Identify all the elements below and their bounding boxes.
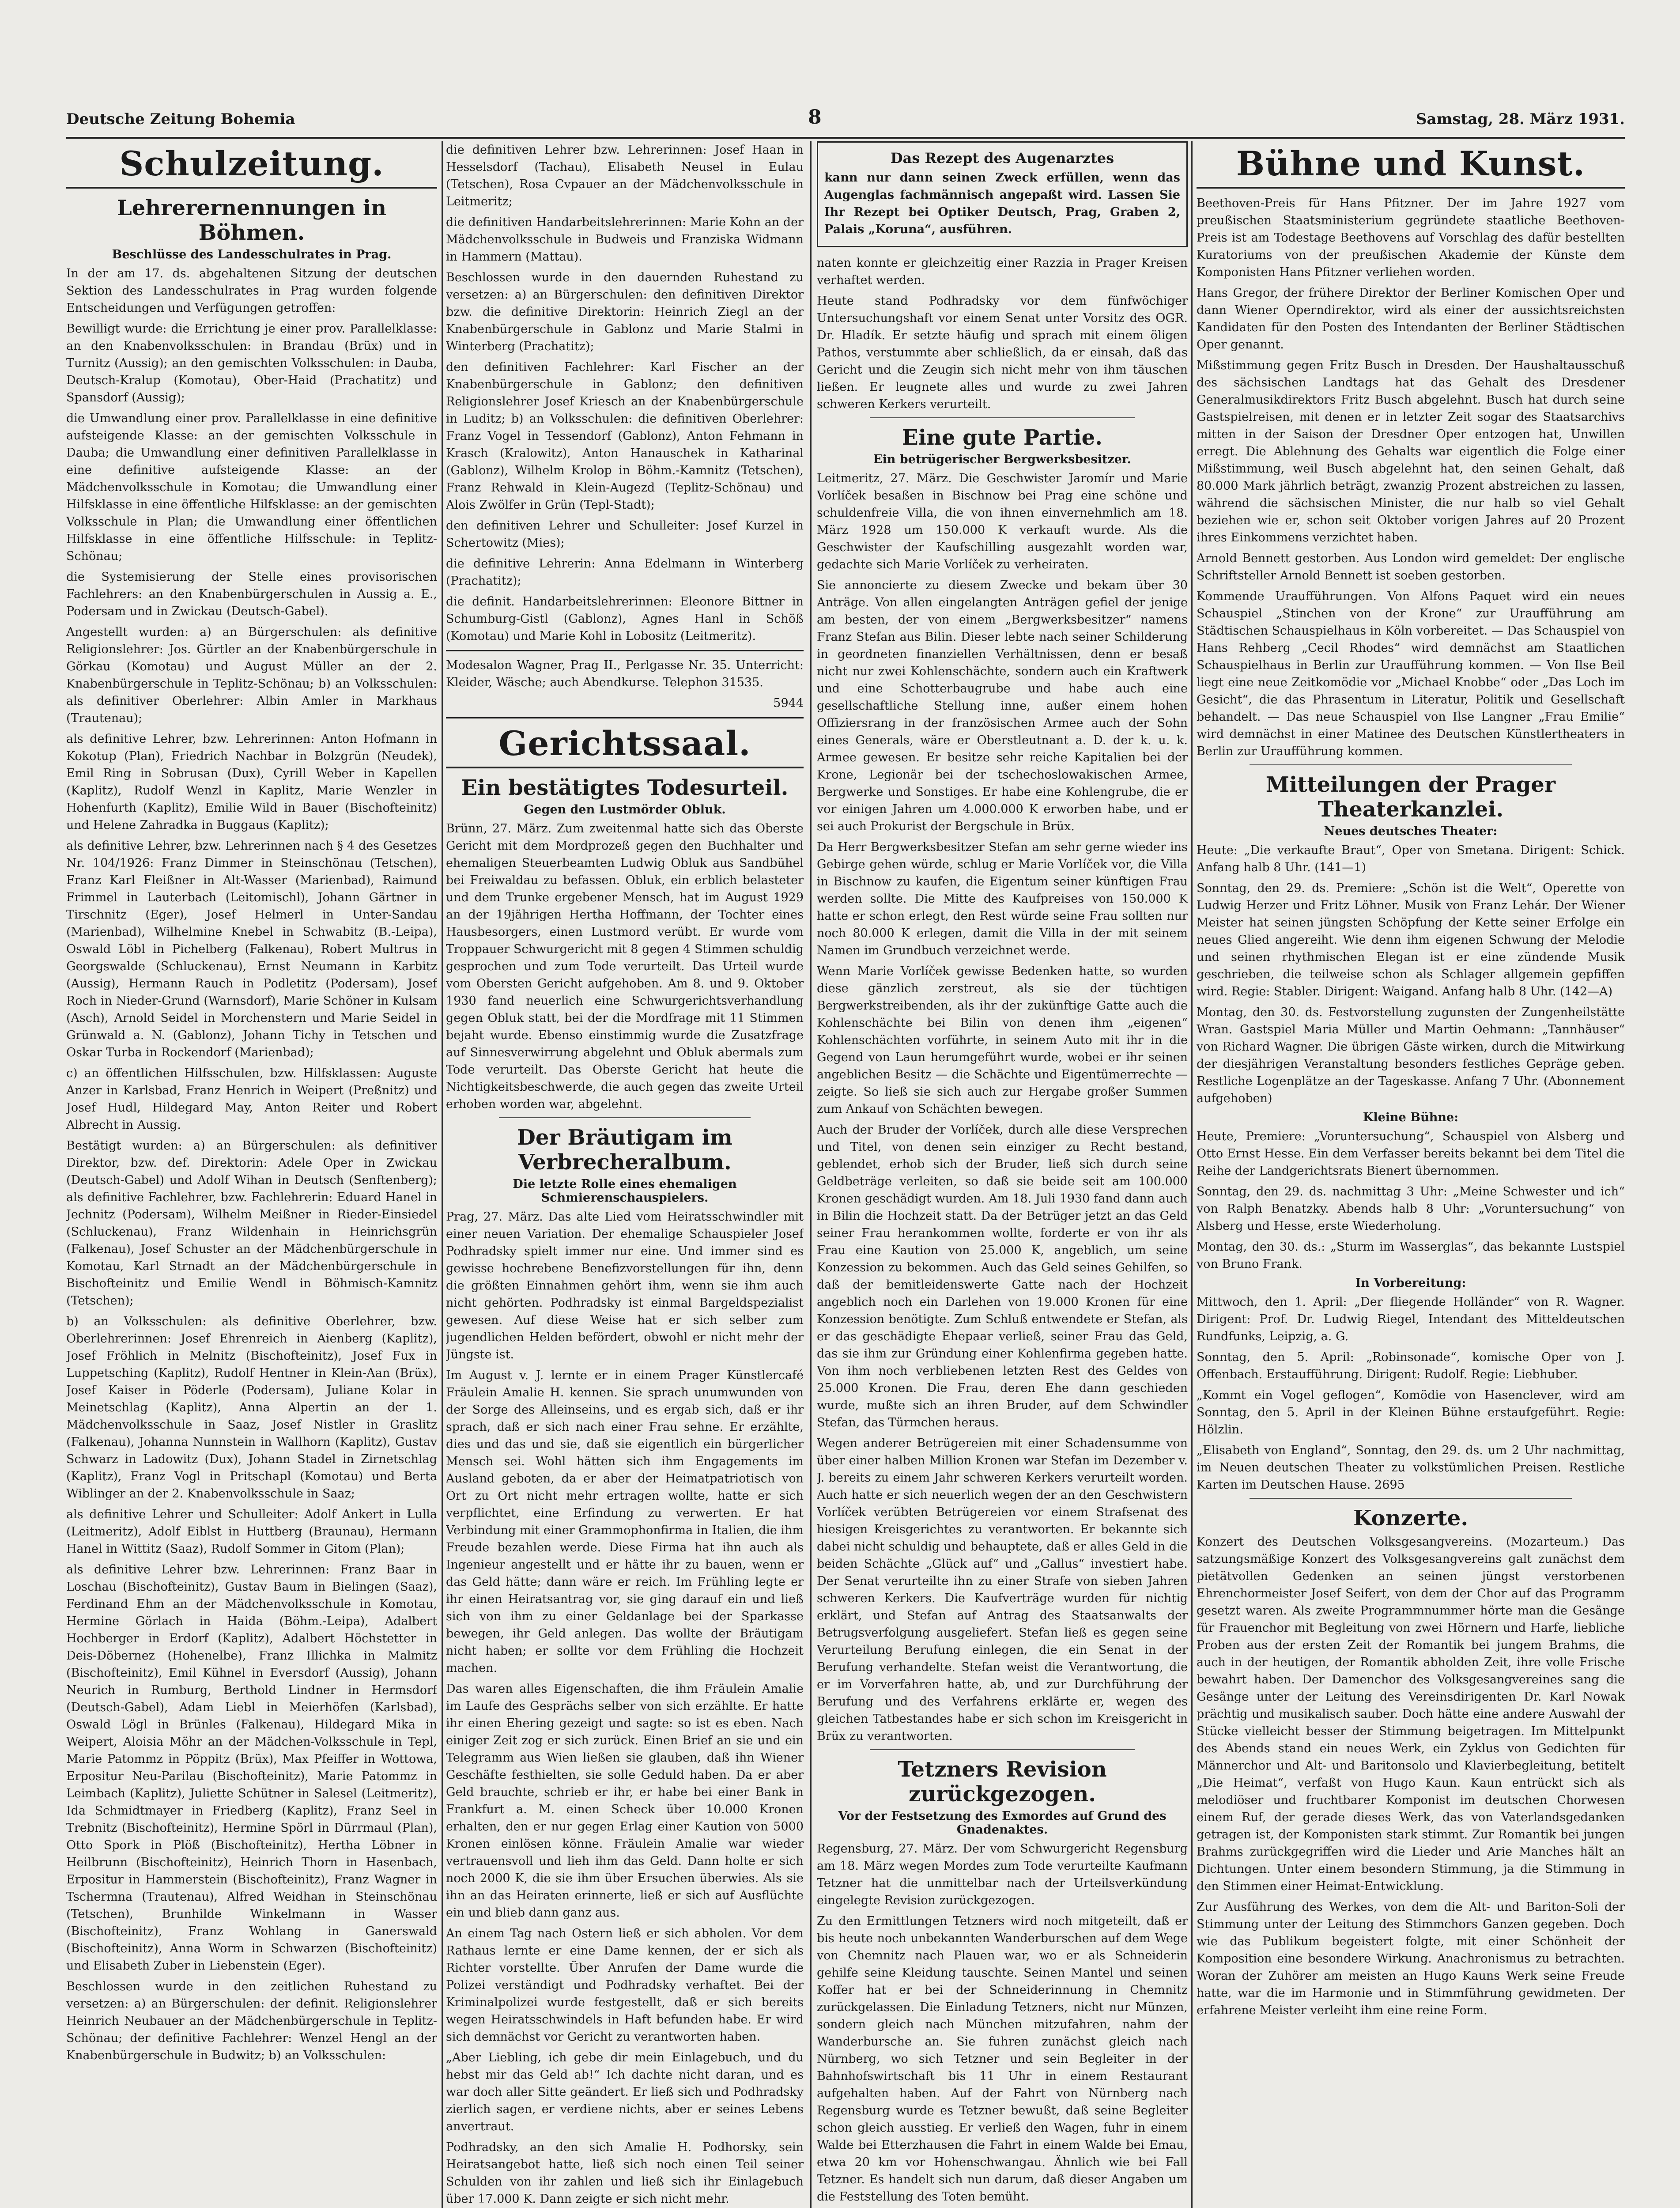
article-paragraph: die definitive Lehrerin: Anna Edelmann in Winterberg (Prachatitz); [446,557,804,588]
article-subheadline: Gegen den Lustmörder Obluk. [524,803,726,817]
article-paragraph: Leitmeritz, 27. März. Die Geschwister Jaromír und Marie Vorlíček besaßen in Bischnow bei Prag eine schöne und schuldenfreie Villa, die von ihnen einvernehmlich am 18. März 1928 um 150.000 K verkauft wurde. Als die Geschwister der Kaufschilling ausgezahlt worden war, gedachte sich Marie Vorlíček zu verheiraten. [817,472,1188,571]
article-paragraph: Wenn Marie Vorlíček gewisse Bedenken hatte, so wurden diese gänzlich zerstreut, als sie der tüchtigen Bergwerkstreibenden, als ihr der zukünftige Gatte auch die Kohlenschächte bei Bilin von denen ihm „eigenen“ Kohlenschächten vorführte, in seinem Auto mit ihr in die Gegend von Laun herumgeführt wurde, wobei er ihr seinen angeblichen Besitz — die Schächte und Eigentümerrechte — zeigte. So ließ sie sich auch zur Hergabe großer Summen zum Ankauf von Schächten bewegen. [817,964,1188,1116]
theater-listing: Montag, den 30. ds.: „Sturm im Wasserglas“, das bekannte Lustspiel von Bruno Frank. [1197,1240,1625,1271]
page-number: 8 [808,106,822,129]
article-headline: Eine gute Partie. [902,425,1102,450]
article-paragraph: den definitiven Fachlehrer: Karl Fischer an der Knabenbürgerschule in Gablonz; den definitiven Religionslehrer Josef Kriesch an der Knabenbürgerschule in Luditz; b) an Volksschulen: die definitiven Oberlehrer: Franz Vogel in Tessendorf (Gablonz), Anton Fehmann in Krasch (Kralowitz), Anton Hanauschek in Katharinal (Gablonz), Wilhelm Krolop in Böhm.-Kamnitz (Tetschen), Franz Rehwald in Klein-Augezd (Teplitz-Schönau) und Alois Zwölfer in Grün (Tepl-Stadt); [446,360,804,512]
column-divider [1191,141,1193,2208]
theater-listing: Mittwoch, den 1. April: „Der fliegende Holländer“ von R. Wagner. Dirigent: Prof. Dr. Ludwig Riegel, Intendant des Mitteldeutschen Rundfunks, Leipzig, a. G. [1197,1295,1625,1343]
article-paragraph: als definitive Lehrer und Schulleiter: Adolf Ankert in Lulla (Leitmeritz), Adolf Eiblst in Huttberg (Braunau), Hermann Hanel in Wittitz (Saaz), Rudolf Sommer in Gitom (Plan); [66,1508,437,1556]
article-headline: Der Bräutigam im Verbrecheralbum. [517,1125,732,1175]
article-paragraph: Konzert des Deutschen Volksgesangvereins. (Mozarteum.) Das satzungsmäßige Konzert des Volksgesangvereins galt zunächst dem pietätvollen Gedenken an seinen jüngst verstorbenen Ehrenchormeister Josef Seifert, von dem der Chor auf das Programm gesetzt waren. Als zweite Programmnummer hörte man die Gesänge für Frauenchor mit Begleitung von zwei Hörnern und Harfe, liebliche Proben aus der ersten Zeit der Romantik bei jungem Brahms, die auch in der heutigen, der Romantik abholden Zeit, ihre volle Frische bewahrt haben. Der Damenchor des Volksgesangvereines sang die Gesänge unter der Leitung des Vereinsdirigenten Dr. Karl Nowak prächtig und musikalisch sauber. Doch hätte eine andere Auswahl der Stücke vielleicht besser der Stimmung beigetragen. Im Mittelpunkt des Abends stand ein neues Werk, ein Zyklus von Gedichten für Männerchor und Alt- und Baritonsolo und Klavierbegleitung, betitelt „Die Heimat“, verfaßt von Hugo Kaun. Kaun entrückt sich als melodiöser und fruchtbarer Komponist im deutschen Chorwesen einem Ruf, der gerade dieses Werk, das von Vaterlandsgedanken getragen ist, der Komponisten stark stimmt. Zur Romantik bei jungen Brahms zurückgegriffen wird die Lieder und Arie Manches hält an Dichtungen. Unter einem besondern Stimmung, ja die Stimmung in den Stimmen einer Heimat-Entwicklung. [1197,1535,1625,1893]
article-paragraph: c) an öffentlichen Hilfsschulen, bzw. Hilfsklassen: Auguste Anzer in Karlsbad, Franz Henrich in Weipert (Preßnitz) und Josef Hudl, Hildegard May, Anton Reiter und Robert Albrecht in Aussig. [66,1066,437,1132]
section-title-school: Schulzeitung. [66,144,437,189]
page-header [66,106,1625,139]
masthead-title: Deutsche Zeitung Bohemia [66,110,295,128]
advertisement-text: Modesalon Wagner, Prag II., Perlgasse Nr. 35. Unterricht: Kleider, Wäsche; auch Abendkurse. Telephon 31535. [446,658,804,689]
theater-subheading: Kleine Bühne: [1363,1111,1459,1124]
section-title-stage: Bühne und Kunst. [1197,144,1625,189]
article-headline: Lehrerernennungen in Böhmen. [117,196,386,245]
article-paragraph: „Aber Liebling, ich gebe dir mein Einlagebuch, und du hebst mir das Geld ab!“ Ich dachte nicht daran, und es war doch aller Sitte geändert. Er ließ sich und Podhradsky zierlich sagen, er verdiene nichts, aber er seines Lebens anvertraut. [446,2051,804,2133]
article-paragraph: Mißstimmung gegen Fritz Busch in Dresden. Der Haushaltausschuß des sächsischen Landtags hat das Gehalt des Dresdener Generalmusikdirektors Fritz Busch abgelehnt. Busch hat durch seine Gastspielreisen, mit denen er in letzter Zeit sogar des Staatsarchivs mitten in der Saison der Dresdner Oper entzogen hat, Unwillen erregt. Die Ablehnung des Gehalts war eigentlich die Folge einer Mißstimmung, weil Busch abgelehnt hat, den seinen Gehalt, daß 80.000 Mark jährlich beträgt, zwanzig Prozent abstreichen zu lassen, während die sächsischen Minister, die nur halb so viel Gehalt beziehen wie er, schon seit Oktober vorigen Jahres auf 20 Prozent ihres Einkommens verzichtet haben. [1197,359,1625,544]
article-paragraph: als definitive Lehrer, bzw. Lehrerinnen: Anton Hofmann in Kokotup (Plan), Friedrich Nachbar in Bolzgrün (Neudek), Emil Ring in Sobrusan (Dux), Cyrill Weber in Kapellen (Kaplitz), Rudolf Wenzl in Kaplitz, Marie Wenzler in Hohenfurth (Kaplitz), Emilie Wild in Bauer (Bischofteinitz) und Helene Zahradka in Buggaus (Kaplitz); [66,732,437,832]
article-paragraph: Kommende Uraufführungen. Von Alfons Paquet wird ein neues Schauspiel „Stinchen von der Krone“ zur Uraufführung am Städtischen Schauspielhaus in Köln vorbereitet. — Das Schauspiel von Hans Rehberg „Cecil Rhodes“ wird demnächst am Staatlichen Schauspielhaus in Berlin zur Uraufführung kommen. — Von Ilse Beil liegt eine neue Zeitkomödie vor „Michael Knobbe“ oder „Das Loch im Gesicht“, die das Phrasentum in Literatur, Politik und Gesellschaft behandelt. — Das neue Schauspiel von Ilse Langner „Frau Emilie“ wird demnächst in einer Matinee des Deutschen Künstlertheaters in Berlin zur Uraufführung kommen. [1197,590,1625,758]
article-paragraph: den definitiven Lehrer und Schulleiter: Josef Kurzel in Schertowitz (Mies); [446,519,804,550]
article-paragraph: als definitive Lehrer bzw. Lehrerinnen: Franz Baar in Loschau (Bischofteinitz), Gustav Baum in Bielingen (Saaz), Ferdinand Ehm an der Mädchenvolksschule in Komotau, Hermine Görlach in Haida (Böhm.-Leipa), Adalbert Hochberger in Erdorf (Kaplitz), Adalbert Höchstetter in Deis-Döbernez (Hohenelbe), Franz Illichka in Malmitz (Bischofteinitz), Emil Kühnel in Eversdorf (Aussig), Johann Neurich in Rumburg, Berthold Lindner in Hermsdorf (Deutsch-Gabel), Adam Liebl in Meierhöfen (Karlsbad), Oswald Lögl in Brünles (Falkenau), Hildegard Mika in Weipert, Aloisia Möhr an der Mädchen-Volksschule in Tepl, Marie Patommz in Pöppitz (Brüx), Max Pfeiffer in Wottowa, Erpositur Neu-Parilau (Bischofteinitz), Marie Patommz in Leimbach (Kaplitz), Juliette Schütner in Salesel (Leitmeritz), Ida Schmidtmayer in Friedberg (Kaplitz), Franz Seel in Trebnitz (Bischofteinitz), Hermine Spörl in Dürrmaul (Plan), Otto Spork in Plöß (Bischofteinitz), Hertha Löbner in Heilbrunn (Bischofteinitz), Heinrich Thorn in Hasenbach, Erpositur in Hammerstein (Bischofteinitz), Franz Wagner in Tschermna (Trautenau), Alfred Weidhan in Steinschönau (Tetschen), Brunhilde Winkelmann in Wasser (Bischofteinitz), Franz Wohlang in Ganerswald (Bischofteinitz), Anna Worm in Schwarzen (Bischofteinitz) und Elisabeth Zuber in Liebenstein (Eger). [66,1563,437,1973]
article-subheadline: Vor der Festsetzung des Exmordes auf Grund des Gnadenaktes. [838,1809,1167,1837]
column-two [446,141,804,2208]
article-paragraph: die definit. Handarbeitslehrerinnen: Eleonore Bittner in Schumburg-Gistl (Gablonz), Agnes Hanl in Schöß (Komotau) und Marie Kohl in Lobositz (Leitmeritz). [446,595,804,643]
theater-listing: Heute: „Die verkaufte Braut“, Oper von Smetana. Dirigent: Schick. Anfang halb 8 Uhr. (141—1) [1197,843,1625,874]
article-headline: Tetzners Revision zurückgezogen. [898,1757,1107,1807]
article-paragraph: In der am 17. ds. abgehaltenen Sitzung der deutschen Sektion des Landesschulrates in Prag wurden folgende Entscheidungen und Verfügungen getroffen: [66,267,437,315]
divider [499,1117,751,1118]
ad-number: 5944 [773,696,804,710]
article-paragraph: b) an Volksschulen: als definitive Oberlehrer, bzw. Oberlehrerinnen: Josef Ehrenreich in Aienberg (Kaplitz), Josef Fröhlich in Melnitz (Bischofteinitz), Josef Fux in Luppetsching (Kaplitz), Rudolf Hentner in Klein-Aan (Brüx), Josef Kaiser in Pöderle (Podersam), Juliane Kolar in Meinetschlag (Kaplitz), Anna Alpertin an der 1. Mädchenvolksschule in Saaz, Josef Nistler in Graslitz (Falkenau), Johanna Nunnstein in Wallhorn (Kaplitz), Gustav Schwarz in Ladowitz (Dux), Johann Stadel in Zirnetschlag (Kaplitz), Franz Vogl in Pritschapl (Komotau) und Berta Wiblinger an der 2. Knabenvolksschule in Saaz; [66,1315,437,1501]
optician-advertisement [817,141,1188,247]
article-paragraph: Wegen anderer Betrügereien mit einer Schadensumme von über einer halben Million Kronen war Stefan im Dezember v. J. bereits zu einem Jahr schweren Kerkers verurteilt worden. Auch hatte er sich neuerlich wegen der an den Geschwistern Vorlíček verübten Betrügereien vor einem Strafsenat des hiesigen Kreisgerichtes zu verantworten. Er bekannte sich dabei nicht schuldig und behauptete, daß er alles Geld in die beiden Schächte „Glück auf“ und „Gallus“ investiert habe. Der Senat verurteilte ihn zu einer Strafe von sieben Jahren schweren Kerkers. Die Kaufverträge wurden für nichtig erklärt, und Stefan auf Antrag des Staatsanwalts der Betrugsverfolgung ausgeliefert. Stefan ließ es gegen seine Verurteilung Berufung einlegen, die ein Senat in der Berufung verhandelte. Stefan weist die Verantwortung, die er im Vorverfahren hatte, ab, und zur Durchführung der Berufung und des Verfahrens erklärte er, wegen des gleichen Tatbestandes habe er sich schon im Kreisgericht in Brüx zu verantworten. [817,1437,1188,1743]
column-three [817,141,1188,2208]
article-paragraph: Beethoven-Preis für Hans Pfitzner. Der im Jahre 1927 vom preußischen Staatsministerium gegründete staatliche Beethoven-Preis ist am Todestage Beethovens auf Vorschlag des dafür bestellten Kuratoriums von der preußischen Akademie der Künste dem Komponisten Hans Pfitzner verliehen worden. [1197,197,1625,279]
article-subheadline: Ein betrügerischer Bergwerksbesitzer. [873,453,1132,466]
article-paragraph: Bewilligt wurde: die Errichtung je einer prov. Parallelklasse: an den Knabenvolksschulen: in Brandau (Brüx) und in Turnitz (Aussig); an den gemischten Volksschulen: in Dauba, Deutsch-Kralup (Komotau), Ober-Haid (Prachatitz) und Spansdorf (Aussig); [66,322,437,405]
article-subheadline: Beschlüsse des Landesschulrates in Prag. [112,248,392,261]
article-paragraph: die definitiven Lehrer bzw. Lehrerinnen: Josef Haan in Hesselsdorf (Tachau), Elisabeth Neusel in Eulau (Tetschen), Rosa Cvpauer an der Mädchenvolksschule in Leitmeritz; [446,143,804,208]
divider [870,417,1135,418]
article-subheadline: Die letzte Rolle eines ehemaligen Schmierenschauspielers. [513,1177,737,1205]
divider [870,1749,1135,1750]
article-paragraph: als definitive Lehrer, bzw. Lehrerinnen nach § 4 des Gesetzes Nr. 104/1926: Franz Dimmer in Steinschönau (Tetschen), Franz Karl Fleißner in Alt-Wasser (Marienbad), Raimund Frimmel in Lauterbach (Leitomischl), Johann Gärtner in Tirschnitz (Eger), Josef Helmerl in Unter-Sandau (Marienbad), Wilhelmine Knebel in Schwabitz (B.-Leipa), Oswald Löbl in Pichelberg (Falkenau), Robert Multrus in Georgswalde (Schluckenau), Ernst Neumann in Karbitz (Aussig), Hermann Rauch in Podletitz (Podersam), Josef Roch in Nieder-Grund (Warnsdorf), Marie Schöner in Kulsam (Asch), Arnold Seidel in Morchenstern und Marie Seidel in Grünwald a. N. (Gablonz), Johann Tichy in Tetschen und Oskar Turba in Rockendorf (Marienbad); [66,839,437,1059]
article-paragraph: An einem Tag nach Ostern ließ er sich abholen. Vor dem Rathaus lernte er eine Dame kennen, der er sich als Richter vorstellte. Über Anrufen der Dame wurde die Polizei verständigt und Podhradsky verhaftet. Bei der Kriminalpolizei wurde festgestellt, daß er sich bereits wegen Heiratsschwindels in Haft befunden habe. Er wird sich demnächst vor Gericht zu verantworten haben. [446,1927,804,2044]
article-paragraph: Hans Gregor, der frühere Direktor der Berliner Komischen Oper und dann Wiener Operndirektor, wird als einer der aussichtsreichsten Kandidaten für den Posten des Intendanten der Berliner Städtischen Oper genannt. [1197,286,1625,352]
article-paragraph: Auch der Bruder der Vorlíček, durch alle diese Versprechen und Titel, von denen sein einziger zu Recht bestand, geblendet, erhob sich der Bruder, ließ sich durch seine Geldbeträge verleiten, so daß sie beide seit am 100.000 Kronen geschädigt wurden. Am 18. Juli 1930 fand dann auch in Bilin die Hochzeit statt. Da der Betrüger jetzt an das Geld seiner Frau herankommen wollte, forderte er von ihr als Frau eine Kaution von 25.000 K, angeblich, um seine Konzession zu bekommen. Auch das Geld seines Gehilfen, so daß der bemitleidenswerte Gatte nach der Hochzeit angeblich noch ein Darlehen von 19.000 Kronen für eine Konzession benötigte. Zum Schluß entwendete er Stefan, als er das geschädigte Ehepaar verließ, seiner Frau das Geld, das sie ihm zur Gründung einer Kohlenfirma gegeben hatte. Von ihm noch verbliebenen letzten Rest des Geldes von 25.000 Kronen. Die Frau, deren Ehe dann geschieden wurde, mußte sich an ihren Bruder, auf dem Schwindler Stefan, das Türmchen heraus. [817,1123,1188,1429]
divider [1250,1498,1572,1499]
theater-listing: „Kommt ein Vogel geflogen“, Komödie von Hasenclever, wird am Sonntag, den 5. April in der Kleinen Bühne erstaufgeführt. Regie: Hölzlin. [1197,1388,1625,1437]
article-paragraph: Beschlossen wurde in den dauernden Ruhestand zu versetzen: a) an Bürgerschulen: den definitiven Direktor bzw. die definitive Direktorin: Heinrich Ziegl an der Knabenbürgerschule in Gablonz und Marie Stalmi in Winterberg (Prachatitz); [446,271,804,353]
divider [446,650,804,651]
divider [446,717,804,718]
ad-title: Das Rezept des Augenarztes [890,150,1114,166]
column-divider [810,141,812,2208]
divider [1250,764,1572,765]
article-headline: Ein bestätigtes Todesurteil. [461,775,789,800]
article-paragraph: Heute stand Podhradsky vor dem fünfwöchiger Untersuchungshaft vor einem Senat unter Vorsitz des OGR. Dr. Hladík. Er setzte häufig und sprach mit einem öligen Pathos, verstummte aber schließlich, da er einsah, daß das Gericht und die Zeugin sich nicht mehr von ihm täuschen ließen. Er leugnete alles und wurde zu zwei Jahren schweren Kerkers verurteilt. [817,294,1188,411]
article-paragraph: Prag, 27. März. Das alte Lied vom Heiratsschwindler mit einer neuen Variation. Der ehemalige Schauspieler Josef Podhradsky spielt immer nur eine. Und immer sind es gewisse hochrebene Benefizvorstellungen für ihn, denn die größten Einnahmen gehört ihm, wenn sie ihm auch nicht gehörten. Podhradsky ist einmal Bargeldspezialist gewesen. Auf diese Weise hat er sich selber zum jugendlichen Helden befördert, obwohl er nicht mehr der Jüngste ist. [446,1210,804,1361]
section-title-court: Gerichtssaal. [446,724,804,768]
article-paragraph: naten konnte er gleichzeitig einer Razzia in Prager Kreisen verhaftet werden. [817,256,1188,287]
article-headline: Mitteilungen der Prager Theaterkanzlei. [1265,772,1556,822]
article-paragraph: Bestätigt wurden: a) an Bürgerschulen: als definitiver Direktor, bzw. def. Direktorin: Adele Oper in Zwickau (Deutsch-Gabel) und Adolf Wihan in Deutsch (Senftenberg); als definitive Fachlehrer, bzw. Fachlehrerin: Eduard Hanel in Jechnitz (Podersam), Wilhelm Meißner in Rieder-Einsiedel (Schluckenau), Franz Wildenhain in Heinrichsgrün (Falkenau), Josef Schuster an der Mädchenbürgerschule in Komotau, Karl Strnadt an der Mädchenbürgerschule in Bischofteinitz und Emilie Wendl in Böhmisch-Kamnitz (Tetschen); [66,1139,437,1308]
theater-subheading: Neues deutsches Theater: [1324,824,1498,838]
theater-listing: Sonntag, den 5. April: „Robinsonade“, komische Oper von J. Offenbach. Erstaufführung. Dirigent: Rudolf. Regie: Liebhuber. [1197,1350,1625,1381]
article-paragraph: die Umwandlung einer prov. Parallelklasse in eine definitive aufsteigende Klasse: an der gemischten Volksschule in Dauba; die Umwandlung einer definitiven Parallelklasse in eine definitive aufsteigende Klasse: an der Mädchenvolksschule in Komotau; die Umwandlung einer Hilfsklasse in eine öffentliche Hilfsklasse: an der gemischten Volksschule in Plan; die Umwandlung einer öffentlichen Hilfsklasse in eine öffentliche Hilfsschule: in Teplitz-Schönau; [66,412,437,563]
article-paragraph: Da Herr Bergwerksbesitzer Stefan am sehr gerne wieder ins Gebirge gehen würde, schlug er Marie Vorlíček vor, die Villa in Bischnow zu kaufen, die Eigentum seiner künftigen Frau werden sollte. Die Mitte des Kaufpreises von 150.000 K hatte er schon erlegt, den Rest würde seine Frau sollten nur noch 80.000 K erlegen, damit die Villa in der mit seinem Namen im Grundbuch verzeichnet werde. [817,840,1188,957]
theater-subheading: In Vorbereitung: [1355,1276,1466,1290]
article-headline: Konzerte. [1353,1506,1469,1531]
article-paragraph: Das waren alles Eigenschaften, die ihm Fräulein Amalie im Laufe des Gesprächs selber von sich erzählte. Er hatte ihr einen Ehering gezeigt und sagte: so ist es eben. Nach einiger Zeit zog er sich zurück. Einen Brief an sie und ein Telegramm aus Wien ließen sie glauben, daß ihn Wiener Geschäfte festhielten, sie solle Geduld haben. Da er aber Geld brauchte, schrieb er ihr, er habe bei einer Bank in Frankfurt a. M. einen Scheck über 10.000 Kronen erhalten, den er nur gegen Erlag einer Kaution von 5000 Kronen einlösen könne. Fräulein Amalie war wieder vertrauensvoll und lieh ihm das Geld. Dann holte er sich noch 2000 K, die sie ihm über Ersuchen überwies. Als sie ihn an das Heiraten erinnerte, ließ er sich auf Ausflüchte ein und blieb dann ganz aus. [446,1682,804,1920]
theater-listing: Heute, Premiere: „Voruntersuchung“, Schauspiel von Alsberg und Otto Ernst Hesse. Ein dem Verfasser bereits bekannt bei dem Titel die Reihe der Landgerichtsrats Bienert übernommen. [1197,1130,1625,1178]
column-divider [442,141,443,2208]
theater-listing: Sonntag, den 29. ds. Premiere: „Schön ist die Welt“, Operette von Ludwig Herzer und Fritz Löhner. Musik von Franz Lehár. Der Wiener Meister hat seinen jüngsten Schöpfung der Kette seiner Erfolge ein neues Glied angereiht. Wie denn ihm eigenen Schwung der Melodie und seinen rhythmischen Elegan ist er eine zündende Musik geschrieben, die teilweise schon als Schlager allgemein gepfiffen wird. Regie: Stabler. Dirigent: Waigand. Anfang halb 8 Uhr. (142—A) [1197,881,1625,998]
ad-text: kann nur dann seinen Zweck erfüllen, wenn das Augenglas fachmännisch angepaßt wird. Lassen Sie Ihr Rezept bei Optiker Deutsch, Prag, Graben 2, Palais „Koruna“, ausführen. [824,171,1180,236]
theater-listing: „Elisabeth von England“, Sonntag, den 29. ds. um 2 Uhr nachmittag, im Neuen deutschen Theater zu volkstümlichen Preisen. Restliche Karten im Deutschen Hause. 2695 [1197,1444,1625,1492]
article-paragraph: Im August v. J. lernte er in einem Prager Künstlercafé Fräulein Amalie H. kennen. Sie sprach unumwunden von der Sorge des Alleinseins, und es ergab sich, daß er ihr sprach, daß er sich nach einer Frau sehne. Er erzählte, dies und das und sie, daß sie eigentlich ein bürgerlicher Mensch sei. Wohl hätten sich ihm Engagements im Ausland geboten, da er aber der Heimatpatriotisch von Ort zu Ort nicht mehr ertragen wollte, hatte er sich verpflichtet, eine Erfindung zu verwerten. Er hat Verbindung mit einer Grammophonfirma in Italien, die ihm Freude bezahlen werde. Diese Firma hat ihn auch als Ingenieur angestellt und er hätte ihr zu bauen, wenn er das Geld hätte; dann wäre er reich. Im Frühling legte er ihr einen Heiratsantrag vor, sie ging darauf ein und ließ sich von ihm zu einer Geldanlage bei der Sparkasse bewegen, ihr Geld anlegen. Das wollte der Bräutigam nicht haben; er sollte vor dem Frühling die Hochzeit machen. [446,1369,804,1675]
article-paragraph: Beschlossen wurde in den zeitlichen Ruhestand zu versetzen: a) an Bürgerschulen: der definit. Religionslehrer Heinrich Neubauer an der Mädchenbürgerschule in Teplitz-Schönau; der definitive Fachlehrer: Wenzel Hengl an der Knabenbürgerschule in Budwitz; b) an Volksschulen: [66,1980,437,2062]
article-paragraph: Zur Ausführung des Werkes, von dem die Alt- und Bariton-Soli der Stimmung unter der Leitung des Stimmchors Ganzen gegeben. Doch wie das Publikum begeistert folgte, mit einer Schönheit der Komposition eine besondere Wirkung. Anachronismus zu betrachten. Woran der Zuhörer am meisten an Hugo Kauns Werk seine Freude hatte, war die im Harmonie und in Stimmführung gewidmeten. Der erfahrene Meister verleiht ihm eine reine Form. [1197,1900,1625,2017]
theater-listing: Sonntag, den 29. ds. nachmittag 3 Uhr: „Meine Schwester und ich“ von Ralph Benatzky. Abends halb 8 Uhr: „Voruntersuchung“ von Alsberg und Hesse, erste Wiederholung. [1197,1185,1625,1233]
column-school-news [66,141,437,2208]
column-stage-and-art [1197,141,1625,2208]
article-paragraph: Angestellt wurden: a) an Bürgerschulen: als definitive Religionslehrer: Jos. Gürtler an der Knabenbürgerschule in Görkau (Komotau) und August Müller an der 2. Knabenbürgerschule in Teplitz-Schönau; b) an Volksschulen: als definitiver Oberlehrer: Albin Amler in Markhaus (Trautenau); [66,625,437,725]
article-paragraph: die Systemisierung der Stelle eines provisorischen Fachlehrers: an den Knabenbürgerschulen in Aussig a. E., Podersam und in Zwickau (Deutsch-Gabel). [66,570,437,618]
article-paragraph: Zu den Ermittlungen Tetzners wird noch mitgeteilt, daß er bis heute noch unbekannten Wanderburschen auf dem Wege von Chemnitz nach Plauen war, wo er als Schneiderin gehilfe seine Kleidung tauschte. Seinen Mantel und seinen Koffer hat er bei der Schneiderinnung in Chemnitz zurückgelassen. Die Einladung Tetzners, nicht nur Münzen, sondern gleich nach München mitzufahren, nahm der Wanderbursche an. Sie fuhren zunächst gleich nach Nürnberg, wo sich Tetzner und sein Begleiter in der Bahnhofswirtschaft bis 11 Uhr in einem Restaurant aufgehalten haben. Auf der Fahrt von Nürnberg nach Regensburg wurde es Tetzner bewußt, daß seine Begleiter schon gleich ausstieg. Er verließ den Wagen, fuhr in einem Walde bei Etterzhausen die Fahrt in einem Walde bei Emau, etwa 20 km vor Hohenschwangau. Ähnlich wie bei Fall Tetzner. Es handelt sich nun darum, daß dieser Angaben um die Feststellung des Toten bemüht. [817,1914,1188,2204]
article-paragraph: die definitiven Handarbeitslehrerinnen: Marie Kohn an der Mädchenvolksschule in Budweis und Franziska Widmann in Hammern (Mattau). [446,216,804,264]
article-paragraph: Sie annoncierte zu diesem Zwecke und bekam über 30 Anträge. Von allen eingelangten Anträgen gefiel der jenige am besten, der von einem „Bergwerksbesitzer“ namens Franz Stefan aus Bilin. Dieser lebte nach seiner Schilderung in geordneten finanziellen Verhältnissen, denn er besaß nicht nur zwei Kohlenschächte, sondern auch ein Kraftwerk und eine Schotterbaugrube und habe auch eine gesellschaftliche Stellung inne, außer einem hohen Offiziersrang in der französischen Armee auch der Sohn eines Generals, wäre er Oberstleutnant a. D. der k. u. k. Armee gewesen. Er besitze sehr reiche Kapitalien bei der Krone, Legionär bei der tschechoslowakischen Armee, Bergwerke und Sonstiges. Er habe eine Kohlengrube, die er vor einigen Jahren um 4.000.000 K erworben habe, und er sei auch Prokurist der Bergschule in Brüx. [817,578,1188,833]
article-paragraph: Brünn, 27. März. Zum zweitenmal hatte sich das Oberste Gericht mit dem Mordprozeß gegen den Buchhalter und ehemaligen Steuerbeamten Ludwig Obluk aus Sandbühel bei Freiwaldau zu befassen. Obluk, ein erblich belasteter und dem Trunke ergebener Mensch, hat im August 1929 an der 19jährigen Hertha Hoffmann, der Tochter eines Hausbesorgers, einen Lustmord verübt. Er wurde vom Troppauer Schwurgericht mit 8 gegen 4 Stimmen schuldig gesprochen und zum Tode verurteilt. Das Urteil wurde vom Obersten Gericht aufgehoben. Am 8. und 9. Oktober 1930 fand neuerlich eine Schwurgerichtsverhandlung gegen Obluk statt, bei der die Mordfrage mit 11 Stimmen bejaht wurde. Ebenso einstimmig wurde die Zusatzfrage auf Sinnesverwirrung abgelehnt und Obluk abermals zum Tode verurteilt. Das Oberste Gericht hat heute die Nichtigkeitsbeschwerde, die auch gegen das zweite Urteil erhoben worden war, abgelehnt. [446,822,804,1111]
theater-listing: Montag, den 30. ds. Festvorstellung zugunsten der Zungenheilstätte Wran. Gastspiel Maria Müller und Martin Oehmann: „Tannhäuser“ von Richard Wagner. Die übrigen Gäste wirken, durch die Mitwirkung der diesjährigen Veranstaltung besonders festliches Gepräge geben. Restliche Logenplätze an der Tageskasse. Anfang 7 Uhr. (Abonnement aufgehoben) [1197,1006,1625,1105]
article-paragraph: Arnold Bennett gestorben. Aus London wird gemeldet: Der englische Schriftsteller Arnold Bennett ist soeben gestorben. [1197,552,1625,582]
article-paragraph: Podhradsky, an den sich Amalie H. Podhorsky, sein Heiratsangebot hatte, ließ sich noch einen Teil seiner Schulden von ihr zahlen und ließ sich ihr Einlagebuch über 17.000 K. Dann zeigte er sich nicht mehr. [446,2140,804,2206]
issue-date: Samstag, 28. März 1931. [1416,110,1625,128]
article-paragraph: Regensburg, 27. März. Der vom Schwurgericht Regensburg am 18. März wegen Mordes zum Tode verurteilte Kaufmann Tetzner hat die unmittelbar nach der Urteilsverkündung eingelegte Revision zurückgezogen. [817,1842,1188,1907]
